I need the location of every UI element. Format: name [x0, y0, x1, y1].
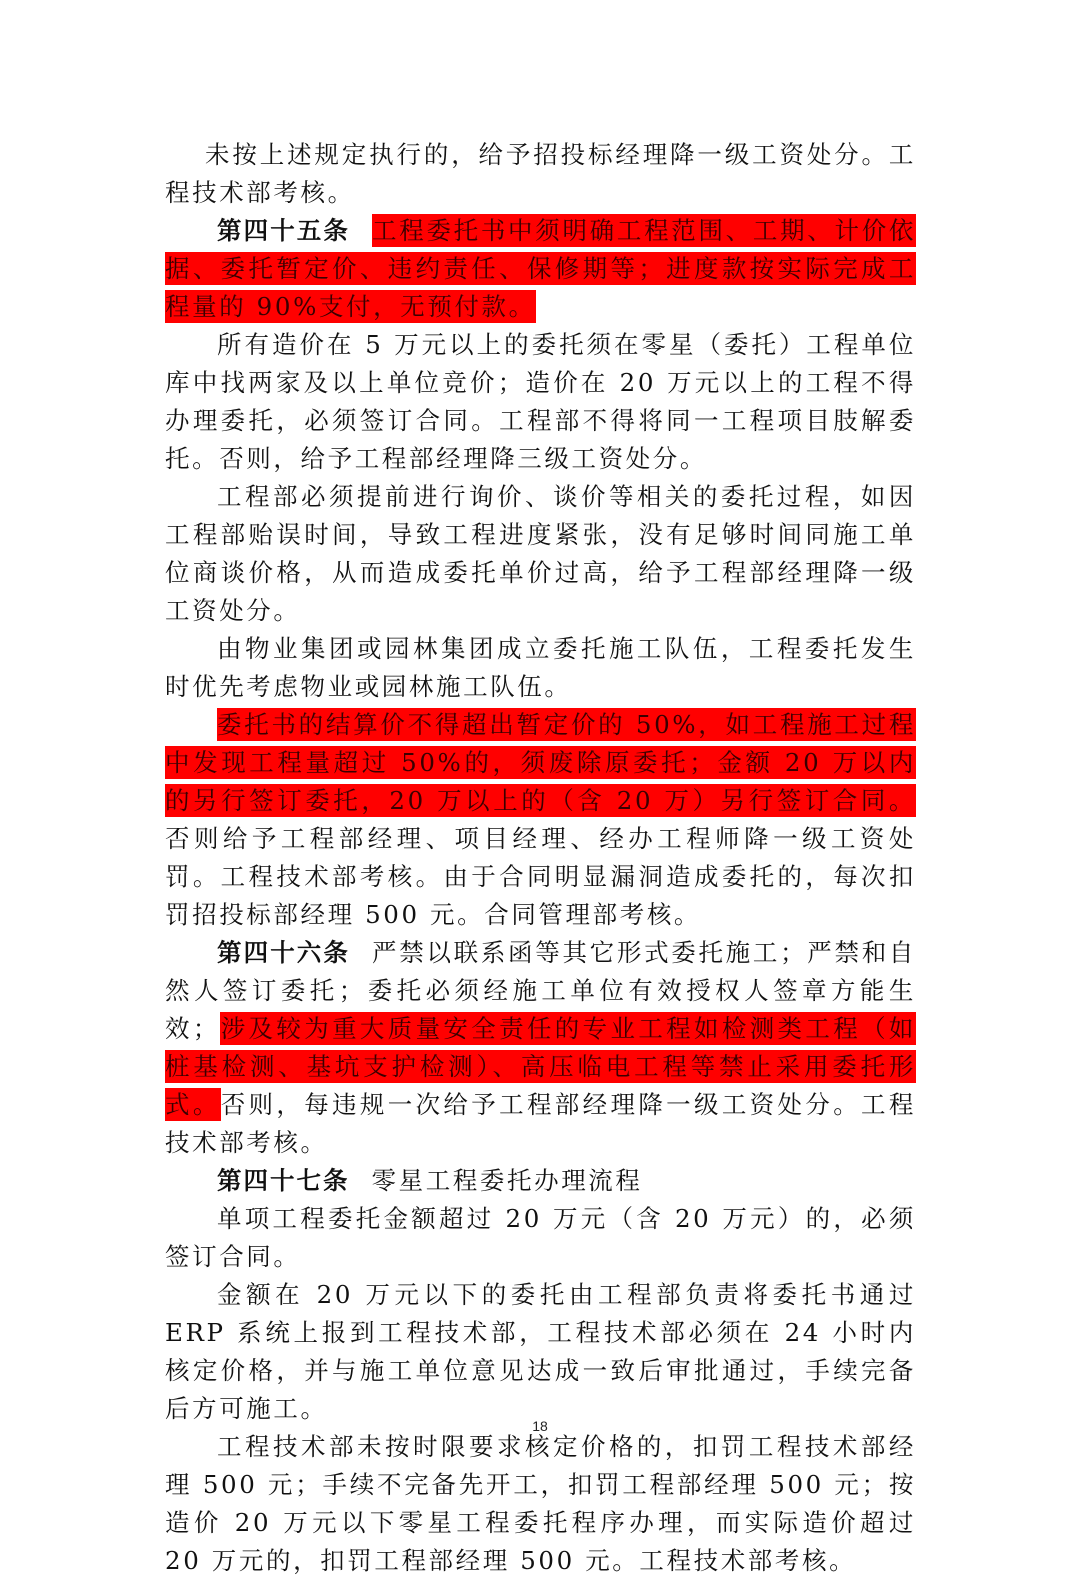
highlighted-text: 涉及较为重大质量安全责任的专业工程如检测类工程（如桩基检测、基坑支护检测）、高压临电工程等禁止采用委托形式。 [165, 1014, 917, 1119]
paragraph-text: 工程技术部未按时限要求核定价格的，扣罚工程技术部经理 500 元；手续不完备先开工，扣罚工程部经理 500 元；按造价 20 万元以下零星工程委托程序办理，而实际造价超过 20 万元的，扣罚工程部经理 500 元。工程技术部考核。 [165, 1432, 916, 1575]
article-46-label: 第四十六条 [217, 938, 351, 967]
article-45-label: 第四十五条 [217, 216, 351, 245]
article-47-label: 第四十七条 [217, 1166, 350, 1195]
paragraph-text: 否则，每违规一次给予工程部经理降一级工资处分。工程技术部考核。 [165, 1090, 916, 1157]
page-number: 18 [532, 1418, 548, 1434]
paragraph-text: 严禁以联系函等其它形式委托施工；严禁和自然人签订委托；委托必须经施工单位有效授权人签章方能生效； [165, 938, 917, 1043]
article-47 [165, 1162, 916, 1200]
document-body [165, 136, 916, 1580]
paragraph-text: 由物业集团或园林集团成立委托施工队伍，工程委托发生时优先考虑物业或园林施工队伍。 [165, 634, 916, 701]
paragraph-text: 单项工程委托金额超过 20 万元（含 20 万元）的，必须签订合同。 [165, 1204, 916, 1271]
paragraph-text: 所有造价在 5 万元以上的委托须在零星（委托）工程单位库中找两家及以上单位竞价；造价在 20 万元以上的工程不得办理委托，必须签订合同。工程部不得将同一工程项目肢解委托。否则，给予工程部经理降三级工资处分。 [165, 330, 916, 473]
paragraph-text: 否则给予工程部经理、项目经理、经办工程师降一级工资处罚。工程技术部考核。由于合同明显漏洞造成委托的，每次扣罚招投标部经理 500 元。合同管理部考核。 [165, 824, 916, 929]
article-46 [165, 934, 916, 1162]
paragraph-text: 金额在 20 万元以下的委托由工程部负责将委托书通过 ERP 系统上报到工程技术部，工程技术部必须在 24 小时内核定价格，并与施工单位意见达成一致后审批通过，手续完备后方可施工。 [165, 1280, 916, 1423]
paragraph-text: 零星工程委托办理流程 [371, 1166, 643, 1195]
paragraph-bidding [165, 326, 916, 478]
article-45 [165, 212, 916, 326]
paragraph-text: 工程部必须提前进行询价、谈价等相关的委托过程，如因工程部贻误时间，导致工程进度紧张，没有足够时间同施工单位商谈价格，从而造成委托单价过高，给予工程部经理降一级工资处分。 [165, 482, 916, 625]
highlighted-text: 工程委托书中须明确工程范围、工期、计价依据、委托暂定价、违约责任、保修期等；进度款按实际完成工程量的 90%支付，无预付款。 [165, 216, 917, 321]
paragraph-fines [165, 1428, 916, 1580]
paragraph-text: 未按上述规定执行的，给予招投标经理降一级工资处分。工程技术部考核。 [165, 140, 916, 207]
highlighted-text: 委托书的结算价不得超出暂定价的 50%，如工程施工过程中发现工程量超过 50%的，须废除原委托；金额 20 万以内的另行签订委托，20 万以上的（含 20 万）另行签订合同。 [165, 710, 916, 815]
paragraph-penalty-1 [165, 136, 916, 212]
paragraph-teams [165, 630, 916, 706]
paragraph-contract [165, 1200, 916, 1276]
paragraph-settlement [165, 706, 916, 934]
paragraph-erp [165, 1276, 916, 1428]
paragraph-inquiry [165, 478, 916, 630]
